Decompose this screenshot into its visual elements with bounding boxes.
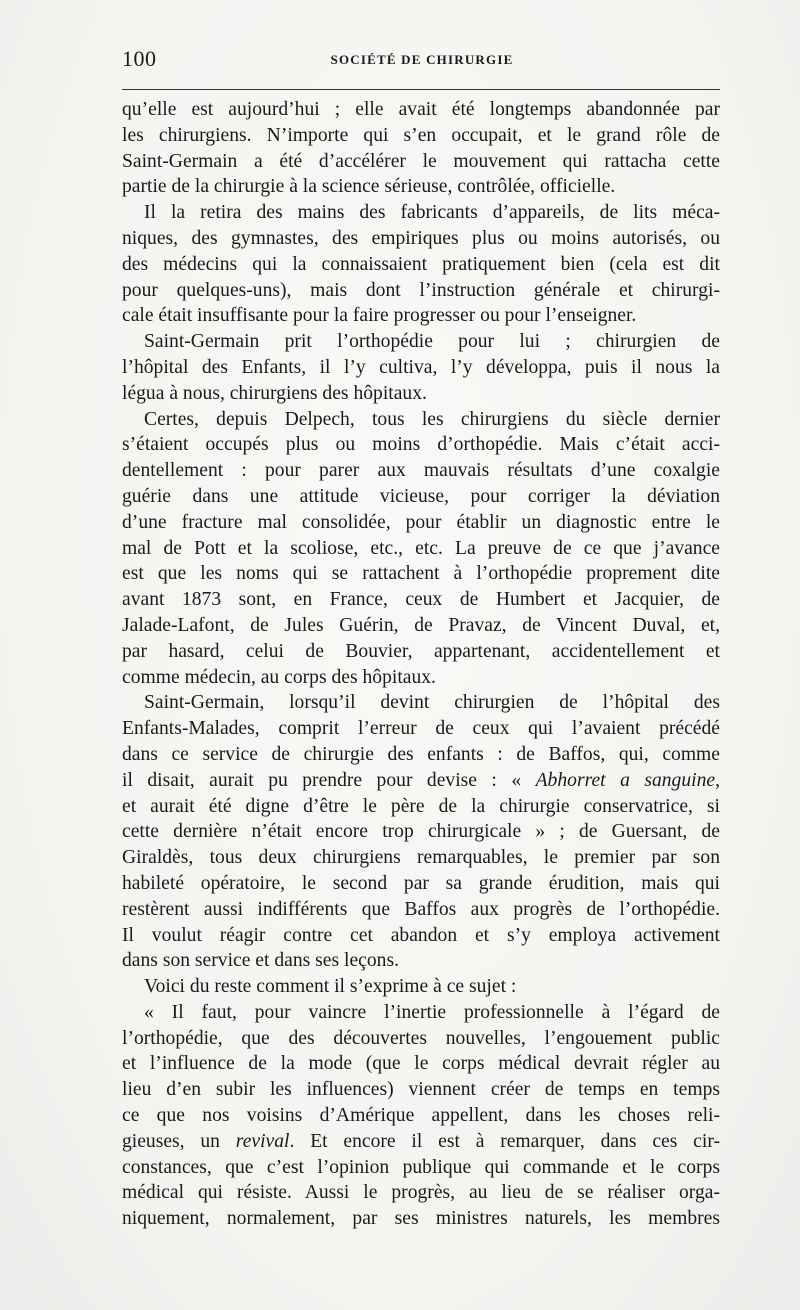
text-line: guérie dans une attitude vicieuse, pour corriger la déviation (122, 485, 720, 507)
text-line: Enfants-Malades, comprit l’erreur de ceux qui l’avaient précédé (122, 718, 720, 740)
text-line: niquement, normalement, par ses ministres naturels, les membres (122, 1208, 720, 1230)
text-line: niques, des gymnastes, des empiriques plus ou moins autorisés, ou (122, 227, 720, 249)
text-line: gieuses, un revival. Et encore il est à remarquer, dans ces cir- (122, 1130, 720, 1152)
text-line: dans son service et dans ses leçons. (122, 950, 399, 972)
text-line: et aurait été digne d’être le père de la chirurgie conservatrice, si (122, 795, 720, 817)
text-line: restèrent aussi indifférents que Baffos aux progrès de l’orthopédie. (122, 898, 720, 920)
text-line: s’étaient occupés plus ou moins d’orthopédie. Mais c’était acci- (122, 434, 720, 456)
text-line: médical qui résiste. Aussi le progrès, au lieu de se réaliser orga- (122, 1182, 720, 1204)
text-line: et l’influence de la mode (que le corps médical devrait régler au (122, 1053, 720, 1075)
text-line: dans ce service de chirurgie des enfants : de Baffos, qui, comme (122, 743, 720, 765)
text-line: par hasard, celui de Bouvier, appartenant, accidentellement et (122, 640, 720, 662)
text-line: habileté opératoire, le second par sa grande érudition, mais qui (122, 872, 720, 894)
text-line: l’orthopédie, que des découvertes nouvelles, l’engouement public (122, 1027, 720, 1049)
text-line: pour quelques-uns), mais dont l’instruction générale et chirurgi- (122, 279, 720, 301)
text-line: partie de la chirurgie à la science sérieuse, contrôlée, officielle. (122, 176, 616, 198)
text-line: les chirurgiens. N’importe qui s’en occupait, et le grand rôle de (122, 124, 720, 146)
text-line: d’une fracture mal consolidée, pour établir un diagnostic entre le (122, 511, 720, 533)
text-line: des médecins qui la connaissaient pratiquement bien (cela est dit (122, 253, 720, 275)
page-number: 100 (122, 46, 157, 71)
text-line: qu’elle est aujourd’hui ; elle avait été longtemps abandonnée par (122, 99, 720, 120)
text-line: Jalade-Lafont, de Jules Guérin, de Pravaz, de Vincent Duval, et, (122, 614, 720, 636)
header-rule (122, 89, 720, 90)
text-line: Saint-Germain a été d’accélérer le mouvement qui rattacha cette (122, 150, 720, 172)
page-header (122, 44, 722, 76)
text-line: est que les noms qui se rattachent à l’orthopédie proprement dite (122, 563, 720, 585)
body-text (122, 97, 720, 1232)
text-line: Il la retira des mains des fabricants d’appareils, de lits méca- (144, 202, 720, 224)
text-line: Giraldès, tous deux chirurgiens remarquables, le premier par son (122, 847, 720, 869)
text-line: il disait, aurait pu prendre pour devise : « Abhorret a sanguine, (122, 769, 720, 791)
text-line: légua à nous, chirurgiens des hôpitaux. (122, 382, 427, 404)
text-line: constances, que c’est l’opinion publique qui commande et le corps (122, 1156, 720, 1178)
text-line: avant 1873 sont, en France, ceux de Humbert et Jacquier, de (122, 589, 720, 611)
text-line: Voici du reste comment il s’exprime à ce sujet : (144, 976, 517, 998)
text-line: ce que nos voisins d’Amérique appellent, dans les choses reli- (122, 1105, 720, 1127)
text-line: dentellement : pour parer aux mauvais résultats d’une coxalgie (122, 460, 720, 482)
text-line: Saint-Germain prit l’orthopédie pour lui ; chirurgien de (144, 331, 720, 353)
text-line: comme médecin, au corps des hôpitaux. (122, 666, 436, 688)
text-line: l’hôpital des Enfants, il l’y cultiva, l’y développa, puis il nous la (122, 356, 720, 378)
text-line: cale était insuffisante pour la faire progresser ou pour l’enseigner. (122, 305, 637, 327)
text-line: cette dernière n’était encore trop chirurgicale » ; de Guersant, de (122, 821, 720, 843)
text-line: Il voulut réagir contre cet abandon et s’y employa activement (122, 924, 720, 946)
text-line: « Il faut, pour vaincre l’inertie professionnelle à l’égard de (144, 1001, 720, 1023)
text-line: Certes, depuis Delpech, tous les chirurgiens du siècle dernier (144, 408, 720, 430)
running-head: SOCIÉTÉ DE CHIRURGIE (330, 52, 514, 67)
text-line: Saint-Germain, lorsqu’il devint chirurgien de l’hôpital des (144, 692, 720, 714)
text-line: lieu d’en subir les influences) viennent créer de temps en temps (122, 1079, 720, 1101)
text-line: mal de Pott et la scoliose, etc., etc. La preuve de ce que j’avance (122, 537, 720, 559)
